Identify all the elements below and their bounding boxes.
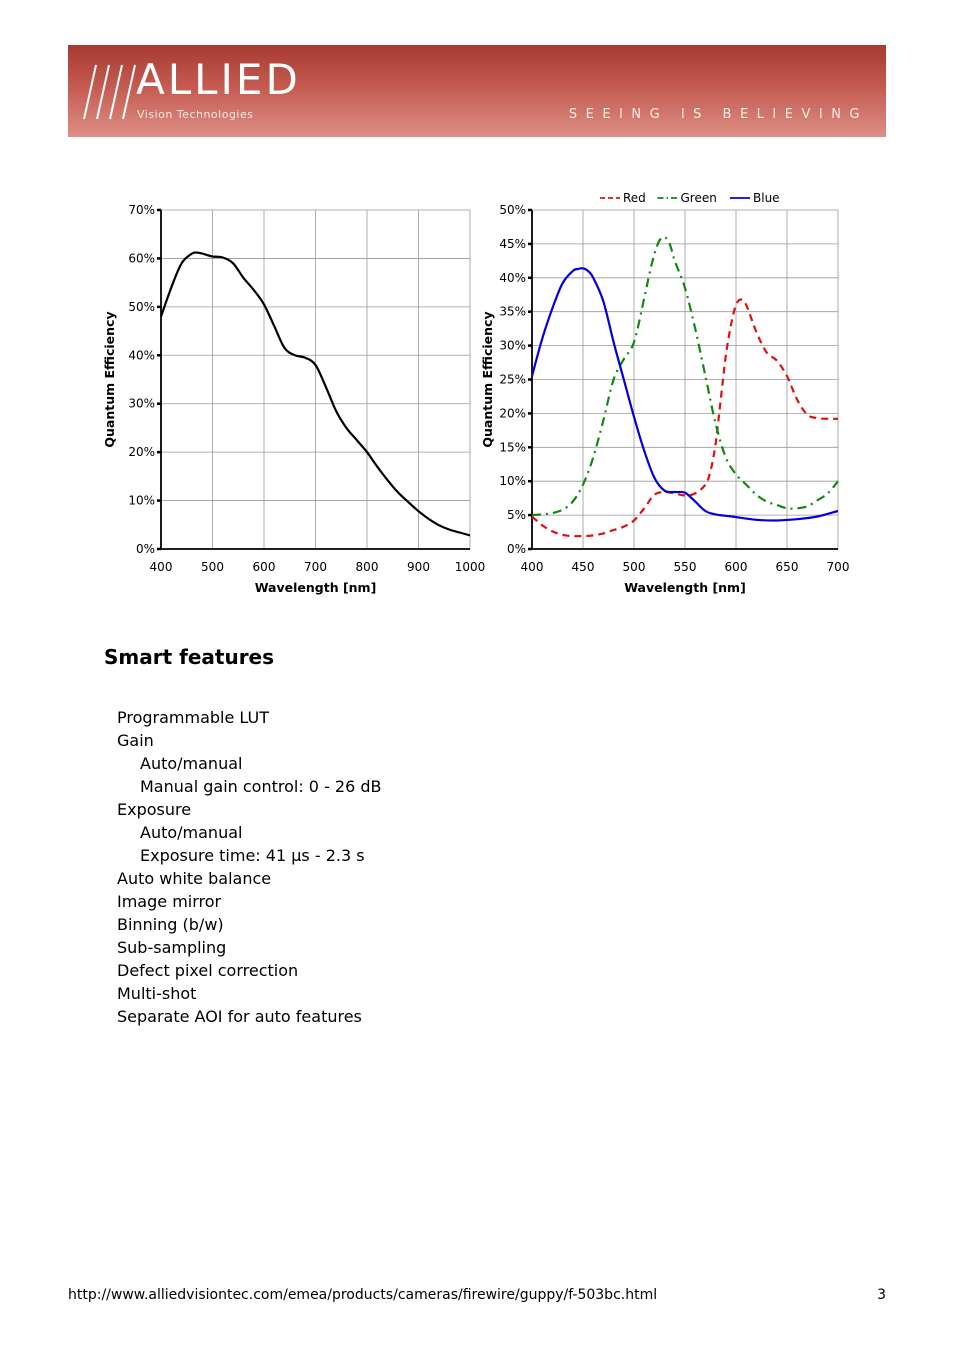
feature-item: Sub-sampling xyxy=(117,938,227,957)
y-tick-label: 50% xyxy=(128,299,155,314)
legend-label-red: Red xyxy=(623,191,646,205)
x-tick-label: 500 xyxy=(201,560,224,574)
y-tick-label: 0% xyxy=(135,542,155,556)
x-tick-label: 500 xyxy=(622,560,646,574)
x-tick-label: 450 xyxy=(571,560,595,574)
feature-subitem: Auto/manual xyxy=(140,823,243,842)
y-tick-label: 30% xyxy=(499,338,526,353)
x-tick-label: 400 xyxy=(149,560,173,574)
page-number: 3 xyxy=(877,1287,886,1303)
x-tick-label: 900 xyxy=(407,560,430,574)
feature-item: Binning (b/w) xyxy=(117,915,224,934)
feature-item: Image mirror xyxy=(117,892,222,911)
feature-list xyxy=(117,706,382,1028)
color-qe-chart xyxy=(0,0,954,620)
y-tick-label: 40% xyxy=(499,270,526,285)
logo-text: ALLIED xyxy=(136,55,301,104)
legend-label-blue: Blue xyxy=(753,191,780,205)
x-tick-label: 400 xyxy=(520,560,544,574)
x-tick-label: 550 xyxy=(673,560,697,574)
x-tick-label: 700 xyxy=(826,560,850,574)
legend-label-green: Green xyxy=(680,191,717,205)
y-axis-label: Quantum Efficiency xyxy=(102,311,117,448)
y-tick-label: 20% xyxy=(128,445,155,460)
y-tick-label: 70% xyxy=(128,203,155,217)
y-tick-label: 60% xyxy=(128,251,155,266)
feature-item: Separate AOI for auto features xyxy=(117,1007,362,1026)
y-tick-label: 20% xyxy=(499,406,526,421)
y-tick-label: 50% xyxy=(499,203,526,217)
logo-subtitle: Vision Technologies xyxy=(137,108,254,121)
y-tick-label: 10% xyxy=(499,474,526,489)
feature-item: Exposure xyxy=(117,800,192,819)
y-tick-label: 30% xyxy=(128,396,155,411)
x-tick-label: 1000 xyxy=(454,560,486,574)
y-tick-label: 15% xyxy=(499,440,526,455)
feature-item: Gain xyxy=(117,731,154,750)
y-tick-label: 35% xyxy=(499,304,526,319)
y-tick-label: 10% xyxy=(128,493,155,508)
feature-subitem: Auto/manual xyxy=(140,754,243,773)
x-axis-label: Wavelength [nm] xyxy=(254,580,377,595)
feature-subitem: Exposure time: 41 µs - 2.3 s xyxy=(140,846,365,865)
y-tick-label: 45% xyxy=(499,236,526,251)
tagline: SEEING IS BELIEVING xyxy=(568,107,868,122)
x-tick-label: 800 xyxy=(355,560,379,574)
y-tick-label: 5% xyxy=(506,508,526,523)
feature-item: Defect pixel correction xyxy=(117,961,299,980)
y-tick-label: 0% xyxy=(506,542,526,556)
footer-url[interactable]: http://www.alliedvisiontec.com/emea/products/cameras/firewire/guppy/f-503bc.html xyxy=(68,1287,658,1303)
feature-item: Multi-shot xyxy=(117,984,197,1003)
y-tick-label: 25% xyxy=(499,372,526,387)
y-axis-label: Quantum Efficiency xyxy=(480,311,495,448)
feature-item: Programmable LUT xyxy=(117,708,270,727)
section-title: Smart features xyxy=(104,645,275,669)
x-tick-label: 600 xyxy=(724,560,748,574)
x-tick-label: 700 xyxy=(304,560,327,574)
y-tick-label: 40% xyxy=(128,348,155,363)
x-tick-label: 650 xyxy=(775,560,799,574)
x-axis-label: Wavelength [nm] xyxy=(624,580,746,595)
x-tick-label: 600 xyxy=(252,560,276,574)
feature-item: Auto white balance xyxy=(117,869,272,888)
feature-subitem: Manual gain control: 0 - 26 dB xyxy=(140,777,382,796)
